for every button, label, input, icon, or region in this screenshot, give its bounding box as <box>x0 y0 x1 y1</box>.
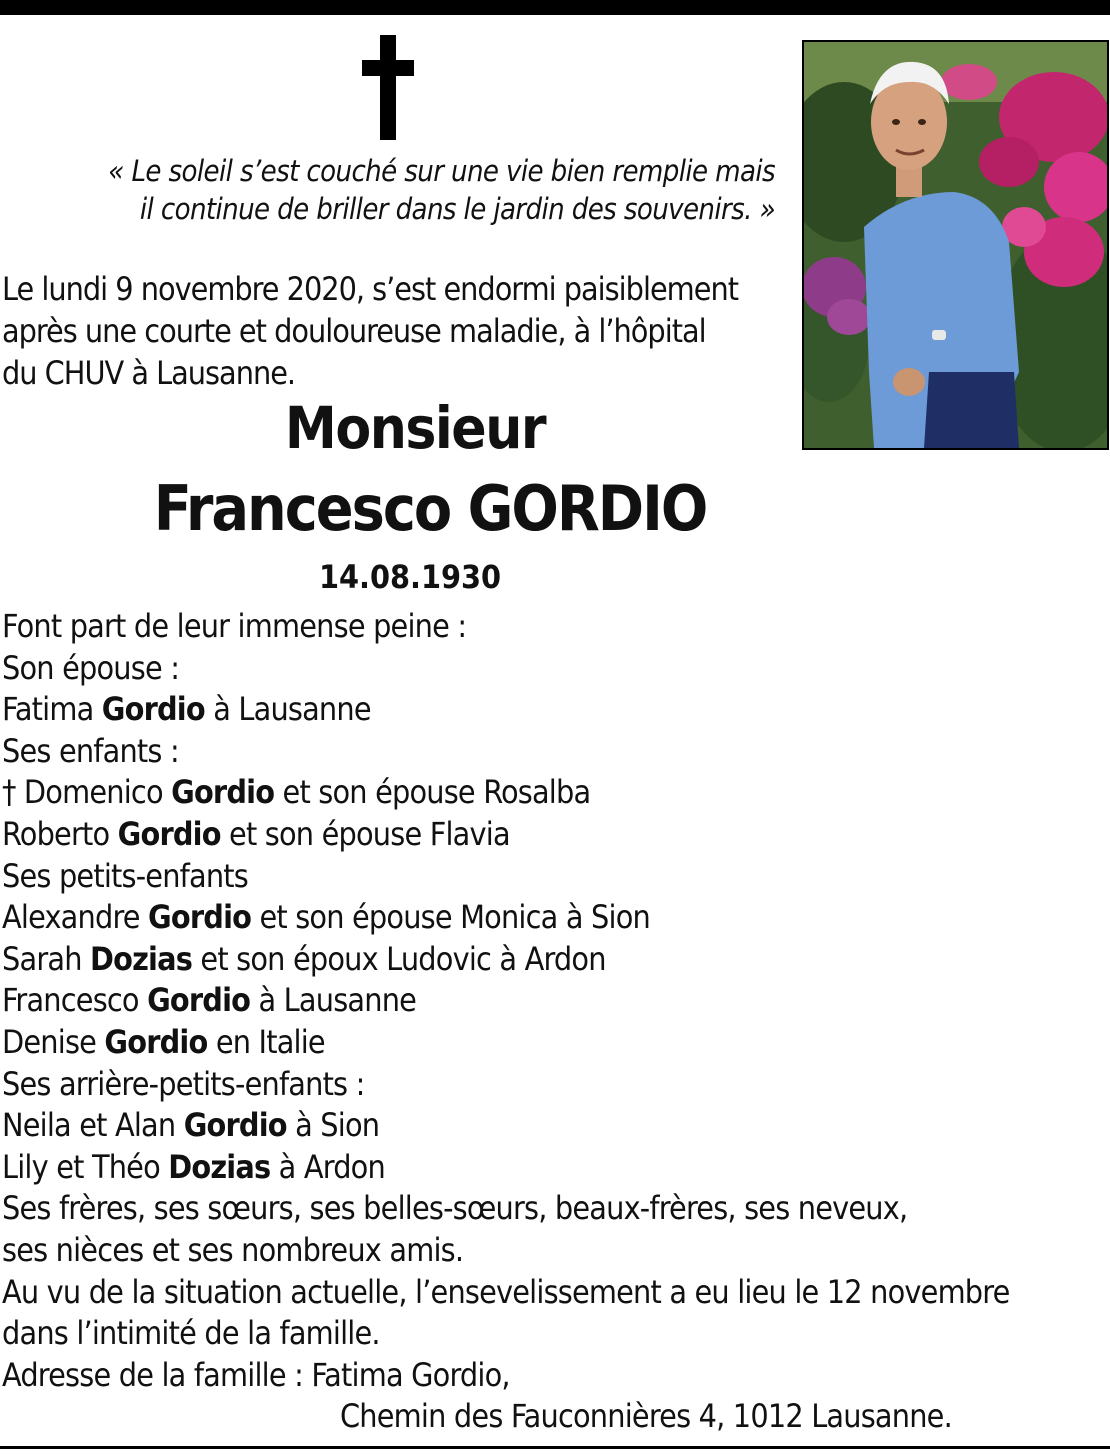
relatives-line-1: Ses frères, ses sœurs, ses belles-sœurs, beaux-frères, ses neveux, <box>2 1189 908 1228</box>
death-announcement-intro <box>2 268 777 394</box>
intro-line-2: après une courte et douloureuse maladie, à l’hôpital <box>2 312 706 350</box>
intro-line-3: du CHUV à Lausanne. <box>2 354 296 392</box>
cross-icon <box>362 35 414 140</box>
deceased-name: Francesco GORDIO <box>153 472 707 545</box>
child-entry: Roberto Gordio et son épouse Flavia <box>2 814 510 853</box>
spouse-heading: Son épouse : <box>2 648 180 687</box>
burial-line-1: Au vu de la situation actuelle, l’ensevelissement a eu lieu le 12 novembre <box>2 1272 1010 1311</box>
honorific: Monsieur <box>284 394 546 462</box>
grandchild-entry: Denise Gordio en Italie <box>2 1022 325 1061</box>
relatives-line-2: ses nièces et ses nombreux amis. <box>2 1230 464 1269</box>
address-line-2: Chemin des Fauconnières 4, 1012 Lausanne. <box>340 1397 952 1436</box>
birth-date: 14.08.1930 <box>318 558 502 596</box>
spouse-entry: Fatima Gordio à Lausanne <box>2 690 371 729</box>
grandchild-entry: Alexandre Gordio et son épouse Monica à Sion <box>2 898 650 937</box>
portrait-photo <box>802 40 1109 450</box>
epitaph-quote <box>30 152 775 228</box>
grandchild-entry: Sarah Dozias et son époux Ludovic à Ardon <box>2 939 606 978</box>
address-line-1: Adresse de la famille : Fatima Gordio, <box>2 1355 510 1394</box>
quote-line-2: il continue de briller dans le jardin des souvenirs. » <box>139 192 775 226</box>
quote-line-1: « Le soleil s’est couché sur une vie bien remplie mais <box>108 154 775 188</box>
burial-line-2: dans l’intimité de la famille. <box>2 1314 380 1353</box>
grandchild-entry: Francesco Gordio à Lausanne <box>2 981 417 1020</box>
announcement-line: Font part de leur immense peine : <box>2 607 467 645</box>
child-entry: † Domenico Gordio et son épouse Rosalba <box>2 773 591 812</box>
top-rule <box>0 0 1110 15</box>
intro-line-1: Le lundi 9 novembre 2020, s’est endormi paisiblement <box>2 270 738 308</box>
grandchildren-heading: Ses petits-enfants <box>2 856 248 895</box>
great-grandchild-entry: Neila et Alan Gordio à Sion <box>2 1106 380 1145</box>
children-heading: Ses enfants : <box>2 731 179 770</box>
great-grandchild-entry: Lily et Théo Dozias à Ardon <box>2 1147 385 1186</box>
great-grandchildren-heading: Ses arrière-petits-enfants : <box>2 1064 365 1103</box>
family-list <box>2 606 1108 1438</box>
bottom-rule <box>0 1446 1110 1449</box>
